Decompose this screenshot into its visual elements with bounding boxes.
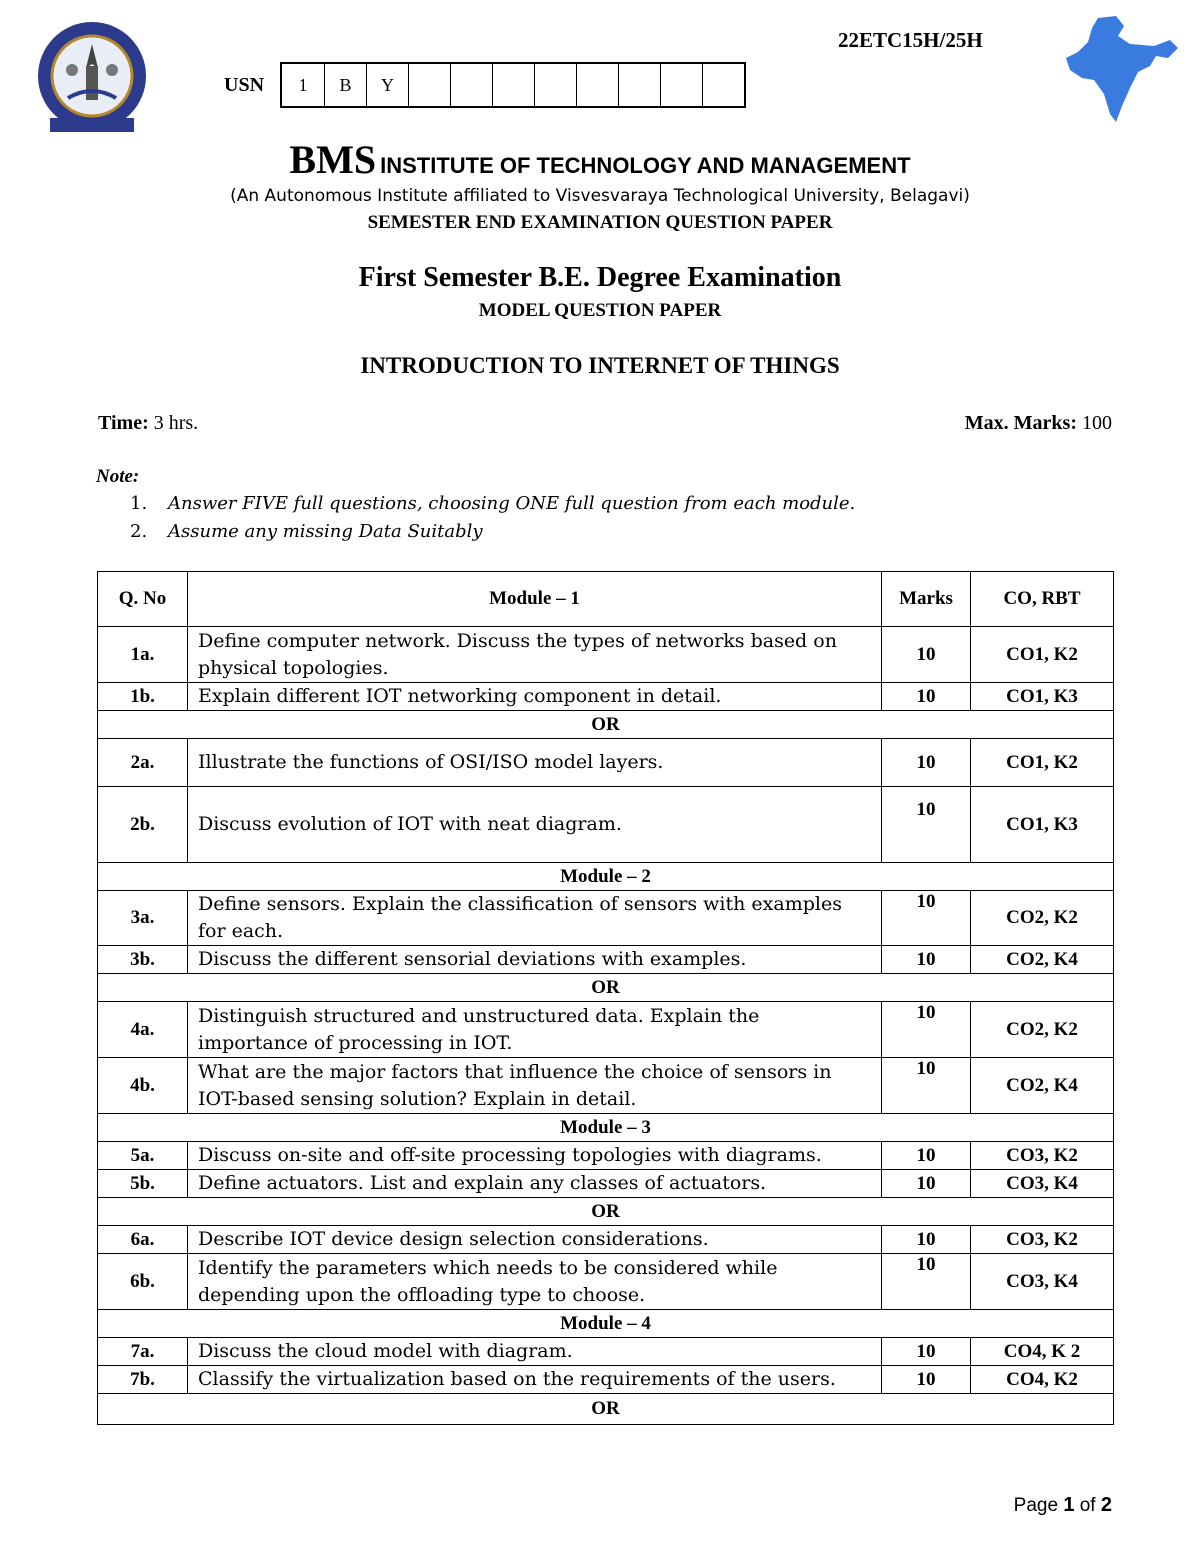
question-number: 2a. <box>98 739 188 787</box>
question-marks: 10 <box>882 891 971 946</box>
usn-box <box>618 64 660 106</box>
question-marks: 10 <box>882 1254 971 1310</box>
question-co: CO3, K2 <box>971 1226 1114 1254</box>
or-label: OR <box>98 1394 1114 1425</box>
note-item <box>130 521 855 549</box>
table-header-row <box>98 572 1114 627</box>
table-row <box>98 683 1114 711</box>
india-map-icon <box>1058 14 1182 126</box>
module-label: Module – 2 <box>98 863 1114 891</box>
note-number: 2. <box>130 521 148 542</box>
question-co: CO4, K 2 <box>971 1338 1114 1366</box>
or-label: OR <box>98 1198 1114 1226</box>
question-marks: 10 <box>882 1366 971 1394</box>
question-text: Describe IOT device design selection considerations. <box>188 1226 882 1254</box>
question-number: 6b. <box>98 1254 188 1310</box>
table-row <box>98 1254 1114 1310</box>
col-header-module: Module – 1 <box>188 572 882 627</box>
table-row <box>98 1338 1114 1366</box>
of-word: of <box>1079 1495 1096 1516</box>
question-co: CO3, K4 <box>971 1254 1114 1310</box>
or-separator <box>98 711 1114 739</box>
max-marks-label: Max. Marks: <box>964 412 1077 434</box>
affiliation: (An Autonomous Institute affiliated to Visvesvaraya Technological University, Belagavi) <box>230 186 970 206</box>
page-number: 1 <box>1063 1494 1075 1516</box>
question-marks: 10 <box>882 1226 971 1254</box>
time-label: Time: <box>98 412 149 434</box>
table-row <box>98 787 1114 863</box>
question-marks: 10 <box>882 683 971 711</box>
usn-box <box>534 64 576 106</box>
question-table <box>97 571 1114 1425</box>
institute-short-name: BMS <box>289 137 377 182</box>
page-total: 2 <box>1100 1494 1112 1516</box>
question-marks: 10 <box>882 946 971 974</box>
note-label: Note: <box>96 466 140 487</box>
question-number: 4a. <box>98 1002 188 1058</box>
question-marks: 10 <box>882 1142 971 1170</box>
question-text: Explain different IOT networking component in detail. <box>188 683 882 711</box>
table-row <box>98 891 1114 946</box>
question-marks: 10 <box>882 1058 971 1114</box>
module-separator <box>98 863 1114 891</box>
question-number: 7b. <box>98 1366 188 1394</box>
question-marks: 10 <box>882 1170 971 1198</box>
paper-code: 22ETC15H/25H <box>838 28 983 52</box>
table-row <box>98 627 1114 683</box>
exam-type: SEMESTER END EXAMINATION QUESTION PAPER <box>367 212 833 233</box>
page-word: Page <box>1013 1495 1059 1516</box>
or-separator <box>98 974 1114 1002</box>
question-text: Define computer network. Discuss the types of networks based on physical topologies. <box>188 627 882 683</box>
question-text: Discuss evolution of IOT with neat diagram. <box>188 787 882 863</box>
question-marks: 10 <box>882 739 971 787</box>
usn-box <box>408 64 450 106</box>
col-header-qno: Q. No <box>98 572 188 627</box>
module-label: Module – 3 <box>98 1114 1114 1142</box>
question-text: Discuss on-site and off-site processing topologies with diagrams. <box>188 1142 882 1170</box>
exam-title: First Semester B.E. Degree Examination <box>358 262 842 293</box>
question-text: What are the major factors that influence the choice of sensors in IOT-based sensing solution? Explain in detail. <box>188 1058 882 1114</box>
question-co: CO2, K4 <box>971 1058 1114 1114</box>
question-co: CO1, K2 <box>971 739 1114 787</box>
usn-boxes <box>280 62 746 108</box>
institute-emblem-logo <box>28 18 156 138</box>
table-row <box>98 1002 1114 1058</box>
table-row <box>98 1142 1114 1170</box>
note-number: 1. <box>130 493 148 514</box>
note-list <box>130 493 855 549</box>
question-number: 1a. <box>98 627 188 683</box>
question-text: Discuss the different sensorial deviations with examples. <box>188 946 882 974</box>
table-row <box>98 739 1114 787</box>
question-text: Define actuators. List and explain any classes of actuators. <box>188 1170 882 1198</box>
page-footer <box>1014 1494 1112 1517</box>
col-header-marks: Marks <box>882 572 971 627</box>
question-number: 4b. <box>98 1058 188 1114</box>
paper-type: MODEL QUESTION PAPER <box>478 300 722 321</box>
usn-box <box>450 64 492 106</box>
question-marks: 10 <box>882 1338 971 1366</box>
or-separator <box>98 1394 1114 1425</box>
question-number: 5b. <box>98 1170 188 1198</box>
question-text: Identify the parameters which needs to be considered while depending upon the offloading type to choose. <box>188 1254 882 1310</box>
question-number: 2b. <box>98 787 188 863</box>
institute-full-name: INSTITUTE OF TECHNOLOGY AND MANAGEMENT <box>380 153 911 178</box>
usn-box: Y <box>366 64 408 106</box>
question-text: Classify the virtualization based on the requirements of the users. <box>188 1366 882 1394</box>
question-marks: 10 <box>882 1002 971 1058</box>
usn-box: B <box>324 64 366 106</box>
question-co: CO2, K2 <box>971 891 1114 946</box>
question-co: CO3, K2 <box>971 1142 1114 1170</box>
question-co: CO4, K2 <box>971 1366 1114 1394</box>
or-separator <box>98 1198 1114 1226</box>
usn-label: USN <box>224 74 265 96</box>
subject-title: INTRODUCTION TO INTERNET OF THINGS <box>360 353 840 378</box>
question-number: 3b. <box>98 946 188 974</box>
table-row <box>98 1170 1114 1198</box>
table-row <box>98 1226 1114 1254</box>
question-number: 3a. <box>98 891 188 946</box>
table-row <box>98 1058 1114 1114</box>
question-co: CO2, K2 <box>971 1002 1114 1058</box>
usn-box: 1 <box>298 74 308 95</box>
module-separator <box>98 1310 1114 1338</box>
or-label: OR <box>98 974 1114 1002</box>
usn-box <box>576 64 618 106</box>
max-marks-info <box>965 412 1112 435</box>
question-co: CO3, K4 <box>971 1170 1114 1198</box>
question-co: CO1, K3 <box>971 787 1114 863</box>
question-marks: 10 <box>882 627 971 683</box>
question-number: 7a. <box>98 1338 188 1366</box>
module-separator <box>98 1114 1114 1142</box>
usn-box <box>660 64 702 106</box>
note-text: Answer FIVE full questions, choosing ONE full question from each module. <box>168 493 856 514</box>
time-value: 3 hrs. <box>153 412 199 434</box>
max-marks-value: 100 <box>1082 412 1112 434</box>
question-text: Illustrate the functions of OSI/ISO model layers. <box>188 739 882 787</box>
usn-box <box>702 64 744 106</box>
question-text: Define sensors. Explain the classification of sensors with examples for each. <box>188 891 882 946</box>
note-item <box>130 493 855 521</box>
usn-box <box>492 64 534 106</box>
col-header-co: CO, RBT <box>971 572 1114 627</box>
table-row <box>98 1366 1114 1394</box>
question-text: Discuss the cloud model with diagram. <box>188 1338 882 1366</box>
time-info <box>98 412 198 435</box>
question-number: 1b. <box>98 683 188 711</box>
institute-name <box>0 136 1200 183</box>
question-co: CO1, K2 <box>971 627 1114 683</box>
note-text: Assume any missing Data Suitably <box>168 521 483 542</box>
table-row <box>98 946 1114 974</box>
or-label: OR <box>98 711 1114 739</box>
module-label: Module – 4 <box>98 1310 1114 1338</box>
question-number: 5a. <box>98 1142 188 1170</box>
question-co: CO1, K3 <box>971 683 1114 711</box>
question-number: 6a. <box>98 1226 188 1254</box>
question-marks: 10 <box>882 787 971 863</box>
question-text: Distinguish structured and unstructured data. Explain the importance of processing in IOT. <box>188 1002 882 1058</box>
question-co: CO2, K4 <box>971 946 1114 974</box>
